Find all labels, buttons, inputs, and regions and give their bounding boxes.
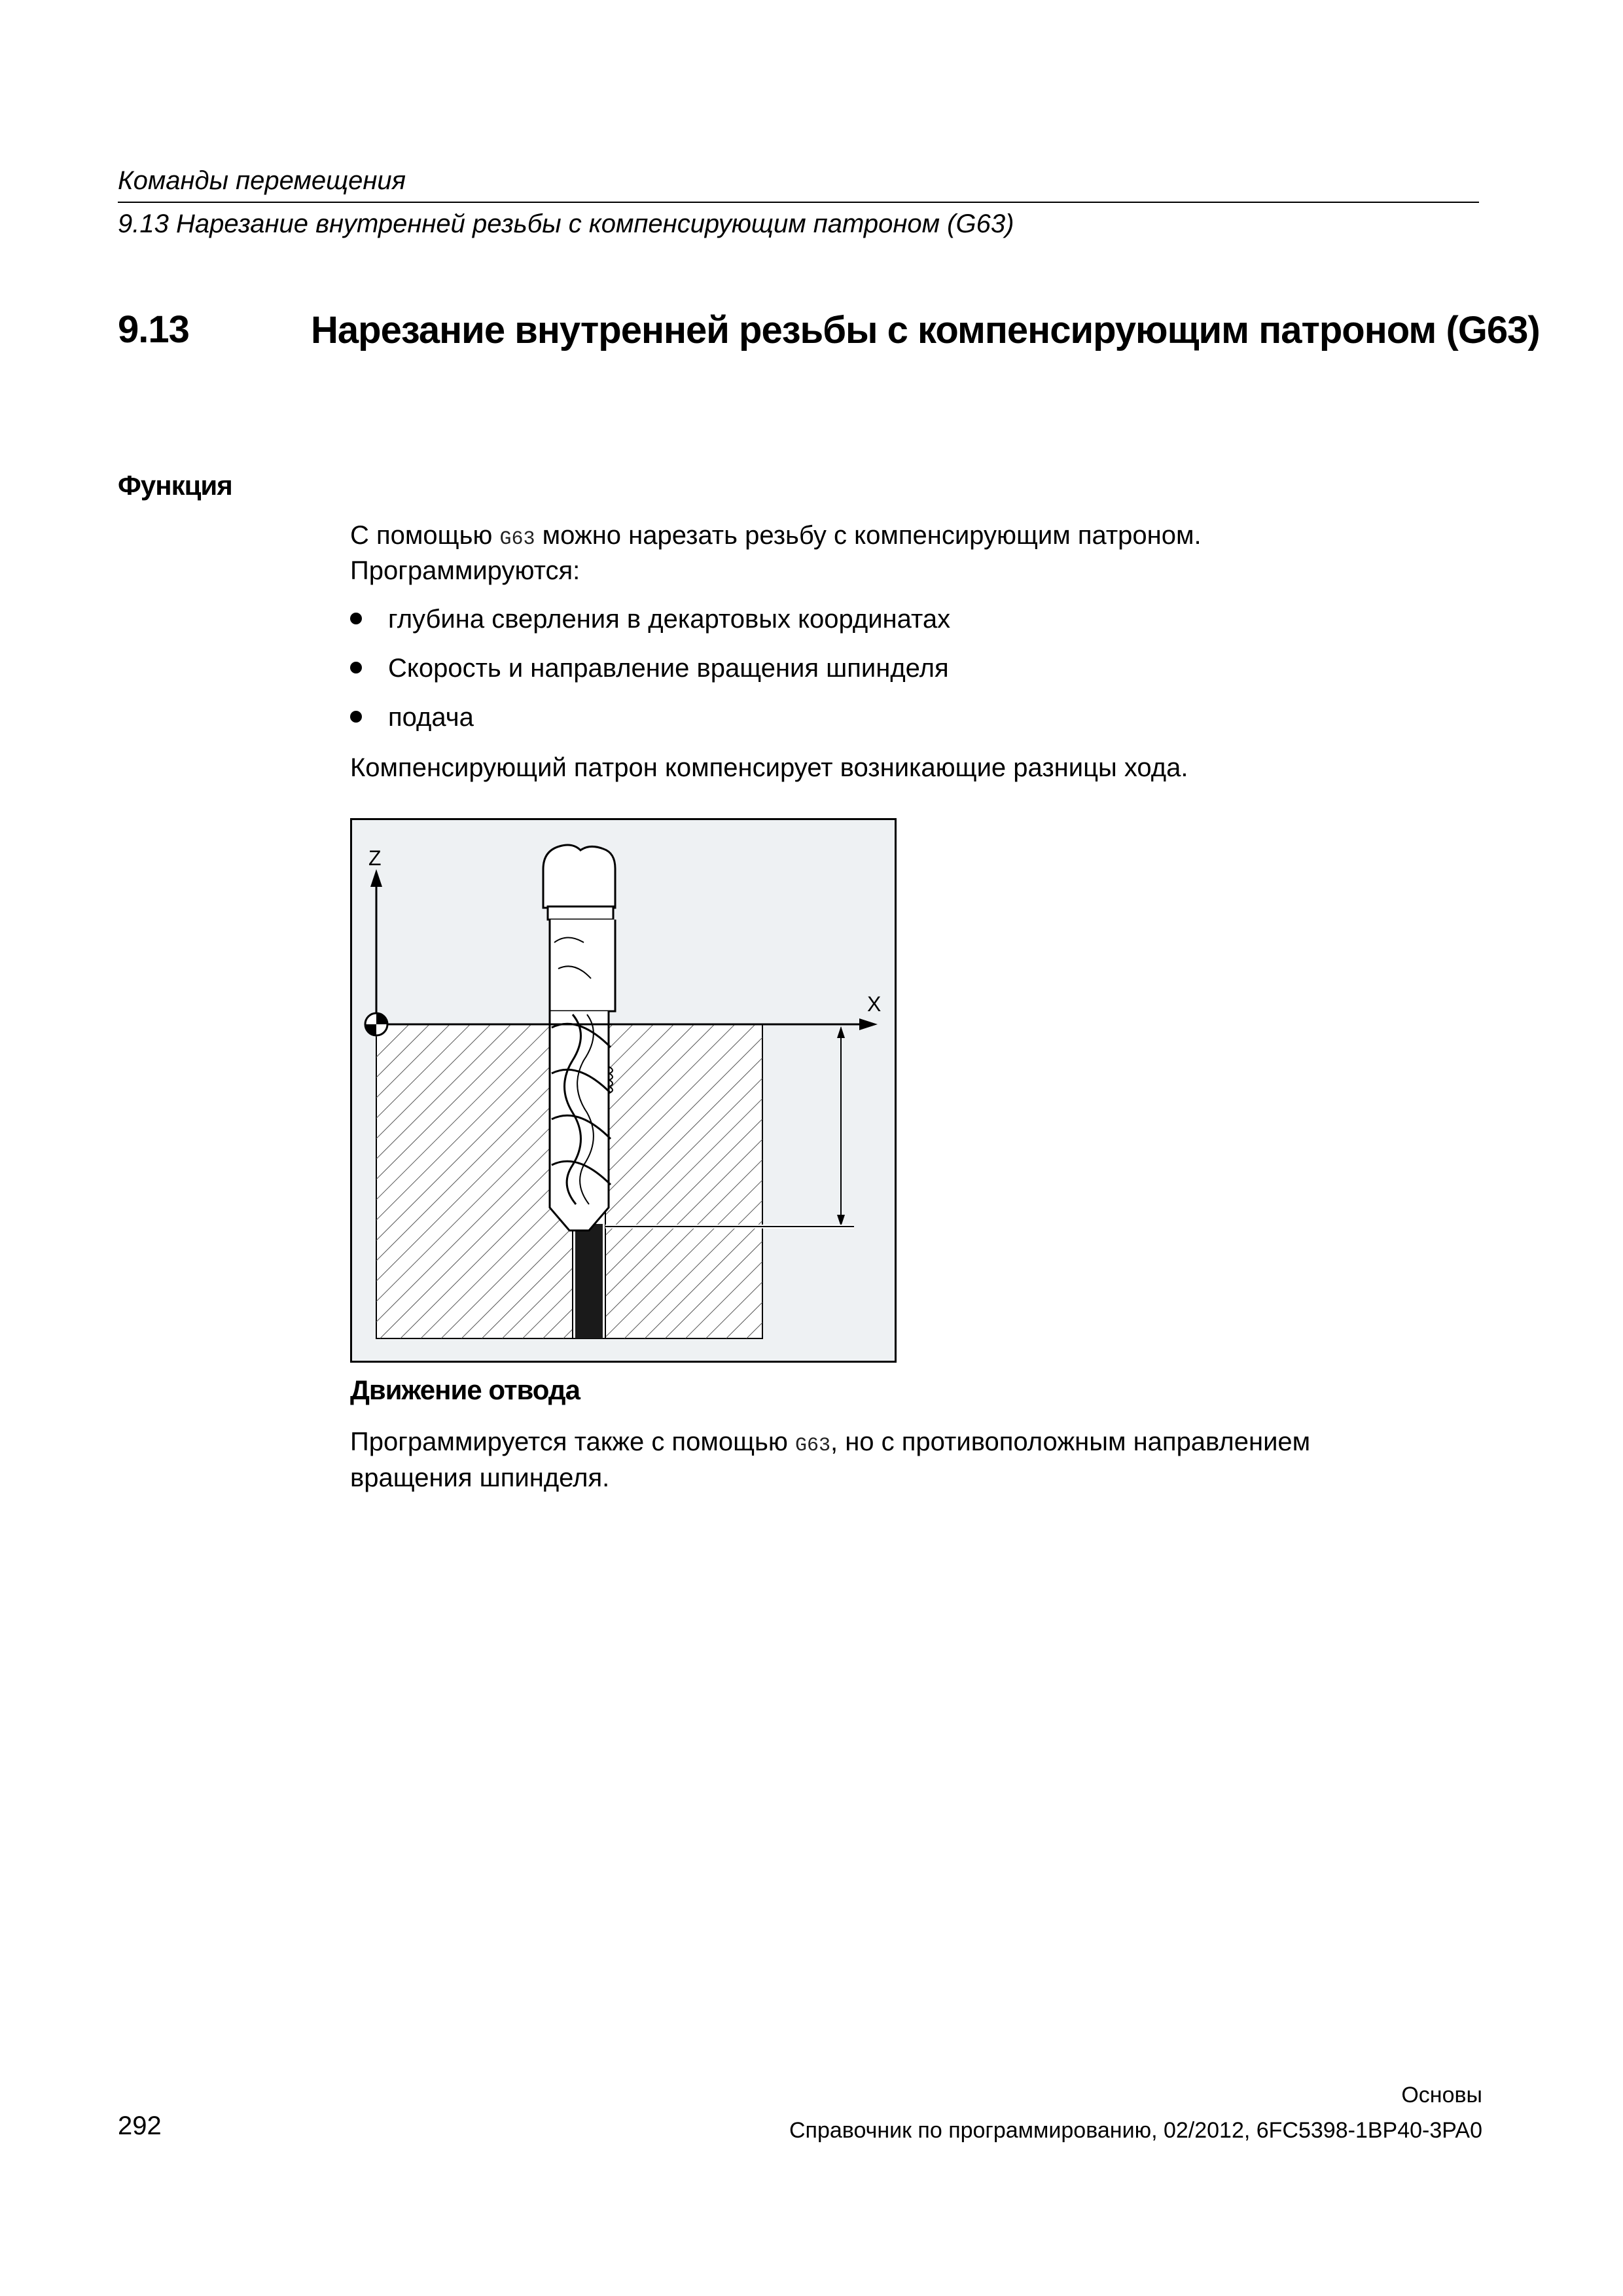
header-rule <box>118 202 1479 203</box>
tapping-figure <box>350 818 897 1363</box>
footer-reference: Справочник по программированию, 02/2012, 6FC5398-1BP40-3PA0 <box>789 2118 1482 2143</box>
footer-book: Основы <box>1401 2083 1482 2108</box>
tap-tool <box>543 845 615 1230</box>
x-axis-label: X <box>867 992 882 1016</box>
intro-code: G63 <box>499 528 535 550</box>
function-heading: Функция <box>118 470 232 501</box>
retract-text <box>350 1424 1310 1464</box>
retract-text-line2: вращения шпинделя. <box>350 1463 610 1492</box>
bullet-dot-icon <box>350 662 362 673</box>
running-header-chapter: Команды перемещения <box>118 166 406 195</box>
retract-text-after: , но с противоположным направлением <box>830 1427 1311 1456</box>
bullet-item: глубина сверления в декартовых координатах <box>350 601 950 637</box>
running-header-section: 9.13 Нарезание внутренней резьбы с компенсирующим патроном (G63) <box>118 209 1014 238</box>
function-closing: Компенсирующий патрон компенсирует возникающие разницы хода. <box>350 753 1188 782</box>
bullet-dot-icon <box>350 613 362 624</box>
function-intro <box>350 517 1202 558</box>
intro-text-after: можно нарезать резьбу с компенсирующим патроном. <box>535 521 1202 550</box>
page-number: 292 <box>118 2111 162 2140</box>
retract-heading: Движение отвода <box>350 1374 580 1405</box>
z-axis-label: Z <box>368 846 382 870</box>
bullet-item: подача <box>350 699 474 736</box>
function-intro-line2: Программируются: <box>350 556 580 585</box>
intro-text-before: С помощью <box>350 521 500 550</box>
origin-icon <box>365 1013 387 1035</box>
section-number: 9.13 <box>118 308 189 351</box>
section-title: Нарезание внутренней резьбы с компенсирующим патроном (G63) <box>311 309 1540 351</box>
retract-text-before: Программируется также с помощью <box>350 1427 795 1456</box>
bullet-dot-icon <box>350 711 362 723</box>
bullet-item: Скорость и направление вращения шпинделя <box>350 650 949 687</box>
retract-code: G63 <box>794 1435 830 1457</box>
